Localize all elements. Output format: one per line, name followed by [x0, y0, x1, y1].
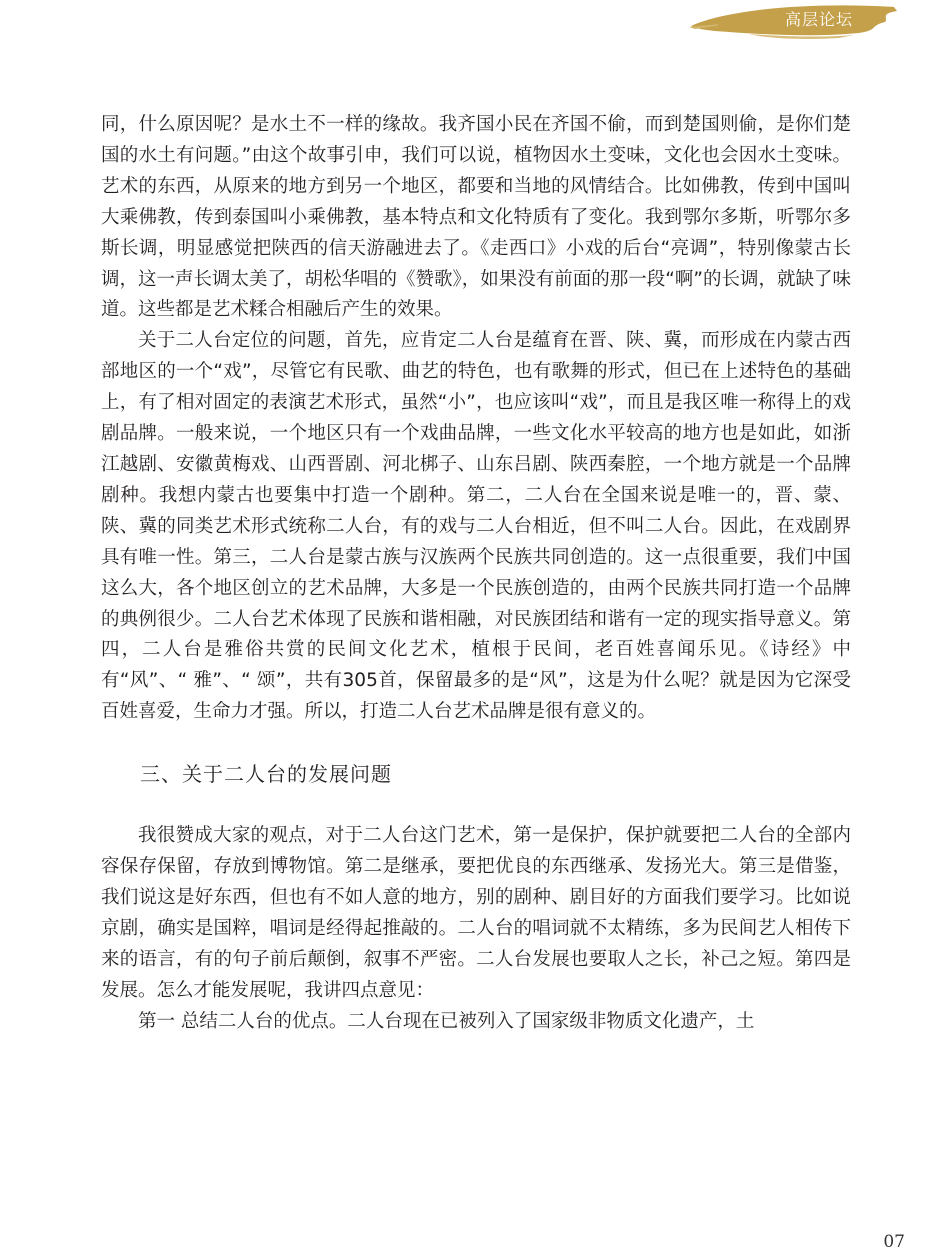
page-number: 07: [883, 1232, 905, 1252]
paragraph: 我很赞成大家的观点，对于二人台这门艺术，第一是保护，保护就要把二人台的全部内容保存保留，存放到博物馆。第二是继承，要把优良的东西继承、发扬光大。第三是借鉴，我们说这是好东西，但也有不如人意的地方，别的剧种、剧目好的方面我们要学习。比如说京剧，确实是国粹，唱词是经得起推敲的。二人台的唱词就不太精练，多为民间艺人相传下来的语言，有的句子前后颠倒，叙事不严密。二人台发展也要取人之长，补己之短。第四是发展。怎么才能发展呢，我讲四点意见：: [101, 825, 851, 1001]
paragraph: 关于二人台定位的问题，首先，应肯定二人台是蕴育在晋、陕、冀，而形成在内蒙古西部地区的一个“戏”，尽管它有民歌、曲艺的特色，也有歌舞的形式，但已在上述特色的基础上，有了相对固定的表演艺术形式，虽然“小”，也应该叫“戏”，而且是我区唯一称得上的戏剧品牌。一般来说，一个地区只有一个戏曲品牌，一些文化水平较高的地方也是如此，如浙江越剧、安徽黄梅戏、山西晋剧、河北梆子、山东吕剧、陕西秦腔，一个地方就是一个品牌剧种。我想内蒙古也要集中打造一个剧种。第二，二人台在全国来说是唯一的，晋、蒙、陕、冀的同类艺术形式统称二人台，有的戏与二人台相近，但不叫二人台。因此，在戏剧界具有唯一性。第三，二人台是蒙古族与汉族两个民族共同创造的。这一点很重要，我们中国这么大，各个地区创立的艺术品牌，大多是一个民族创造的，由两个民族共同打造一个品牌的典例很少。二人台艺术体现了民族和谐相融，对民族团结和谐有一定的现实指导意义。第四，二人台是雅俗共赏的民间文化艺术，植根于民间，老百姓喜闻乐见。《诗经》中有“风”、“ 雅”、“ 颂”，共有305首，保留最多的是“风”，这是为什么呢？就是因为它深受百姓喜爱，生命力才强。所以，打造二人台艺术品牌是很有意义的。: [101, 330, 851, 723]
paragraph: 第一 总结二人台的优点。二人台现在已被列入了国家级非物质文化遗产，土: [138, 1010, 755, 1032]
paragraph: 同，什么原因呢？是水土不一样的缘故。我齐国小民在齐国不偷，而到楚国则偷，是你们楚国的水土有问题。”由这个故事引申，我们可以说，植物因水土变味，文化也会因水土变味。艺术的东西，从原来的地方到另一个地区，都要和当地的风情结合。比如佛教，传到中国叫大乘佛教，传到泰国叫小乘佛教，基本特点和文化特质有了变化。我到鄂尔多斯，听鄂尔多斯长调，明显感觉把陕西的信天游融进去了。《走西口》小戏的后台“亮调”，特别像蒙古长调，这一声长调太美了，胡松华唱的《赞歌》，如果没有前面的那一段“啊”的长调，就缺了味道。这些都是艺术糅合相融后产生的效果。: [101, 114, 851, 321]
article-body: [101, 110, 851, 1037]
section-label: 高层论坛: [784, 10, 853, 29]
section-heading: 三、关于二人台的发展问题: [140, 762, 392, 787]
